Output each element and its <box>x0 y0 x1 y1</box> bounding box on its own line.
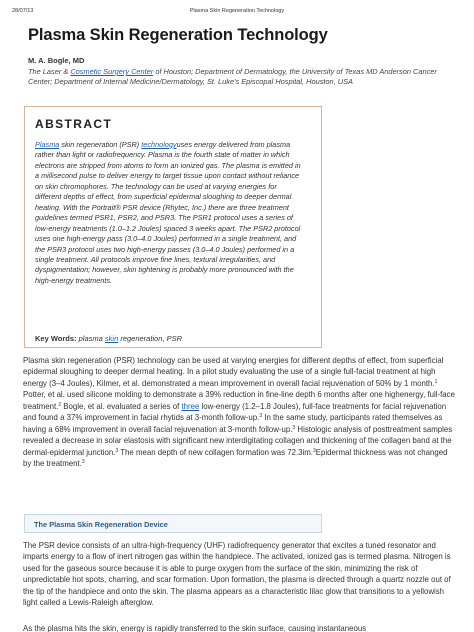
three-link[interactable]: three <box>181 401 200 411</box>
paragraph-text: The mean depth of new collagen formation was 72.3im. <box>118 447 313 457</box>
technology-link[interactable]: technology <box>141 140 177 149</box>
device-paragraph: The PSR device consists of an ultra-high-frequency (UHF) radiofrequency generator that excites a tuned resonator and imparts energy to a flow of inert nitrogen gas within the handpiece. The activated, ionized gas is termed plasma. Nitrogen is used for the gaseous source because it is able to purge oxygen from the surface of the skin, minimizing the risk of unpredictable hot spots, charring, and scar formation. Upon formation, the plasma is directed through a quartz nozzle out of the tip of the handpiece and onto the skin. The plasma appears as a characteristic lilac glow that transitions to a yellowish light called a Lewis-Raleigh afterglow. <box>23 541 451 608</box>
paragraph-text: Epidermal thickness was not changed by the treatment. <box>23 447 448 469</box>
paragraph-text: Bogle, et al. evaluated a series of <box>61 401 182 411</box>
print-date: 28/07/13 <box>12 8 34 14</box>
citation-superscript: 3 <box>312 447 316 454</box>
paragraph-text: Potter, et al. used silicone molding to demonstrate a 39% reduction in fine-line depth 6 months after one highenergy, full-face treatment. <box>23 390 455 411</box>
citation-superscript: 1 <box>434 378 438 385</box>
affiliation-text-start: The Laser & <box>28 67 71 76</box>
author-name: M. A. Bogle, MD <box>28 56 85 65</box>
citation-superscript: 3 <box>115 447 119 454</box>
paragraph-text: Plasma skin regeneration (PSR) technology can be used at varying energies for different depths of effect, from superficial epidermal sloughing to deeper dermal heating. In a pilot study evaluating the use of a single full-facial treatment at high energy (3–4 Joules), Kilmer, et al. demonstrated a mean improvement in overall facial rejuvenation of 50% by 1 month. <box>23 356 444 388</box>
citation-superscript: 2 <box>58 401 62 408</box>
abstract-text-2: uses energy delivered from plasma rather than light or radiofrequency. Plasma is the fourth state of matter in which electrons are stripped from atoms to form an ionized gas. The plasma is emitted in a millisecond pulse to deliver energy to target tissue upon contact without reliance on skin chromophores. The technology can be used at varying energies for different depths of effect, from superficial epidermal sloughing to deeper dermal heating. With the Portrait® PSR device (Rhytec, Inc.) there are three treatment guidelines termed PSR1, PSR2, and PSR3. The PSR1 protocol uses a series of low-energy treatments (1.0–1.2 Joules) spaced 3 weeks apart. The PSR2 protocol uses one high-energy pass (3.0–4.0 Joules) performed in a single treatment, and the PSR3 protocol uses two high-energy passes (3.0–4.0 Joules) performed in a single treatment. All protocols improve fine lines, textural irregularities, and dyspigmentation; however, skin tightening is probably more pronounced with the high-energy treatments. <box>35 140 301 285</box>
citation-superscript: 3 <box>259 413 263 420</box>
affiliation-text-end: of Houston; Department of Dermatology, the University of Texas MD Anderson Cancer Center; Department of Internal Medicine/Dermatology, St. Luke's Episcopal Hospital, Houston, USA <box>28 67 437 87</box>
keywords-text-start: plasma <box>76 334 105 343</box>
page-title: Plasma Skin Regeneration Technology <box>28 26 328 44</box>
paragraph-text: low-energy (1.2–1.8 Joules), full-face treatments for facial rejuvenation and found a 37% improvement in facial rhytids at 3-month follow-up. <box>23 401 447 423</box>
cosmetic-surgery-center-link[interactable]: Cosmetic Surgery Center <box>70 67 154 76</box>
section-heading-box <box>24 514 322 533</box>
skin-keyword-link[interactable]: skin <box>104 334 119 343</box>
paragraph-text: In the same study, participants rated themselves as having a 68% improvement in overall facial rejuvenation at 3-month follow-up. <box>23 413 443 434</box>
print-title: Plasma Skin Regeneration Technology <box>189 8 285 14</box>
abstract-text-1: skin regeneration (PSR) <box>59 140 142 149</box>
citation-superscript: 3 <box>292 424 296 431</box>
keywords-text-end: regeneration, PSR <box>118 334 183 343</box>
section-title: The Plasma Skin Regeneration Device <box>34 520 168 529</box>
abstract-body <box>35 140 305 286</box>
abstract-box <box>24 106 322 348</box>
paragraph-text: Histologic analysis of posttreatment samples revealed a decrease in solar elastosis with significant new interdigitating collagen and thickening of the collagen band at the dermal-epidermal junction. <box>23 424 453 457</box>
keywords-label: Key Words: <box>35 334 77 343</box>
author-affiliation <box>28 67 448 88</box>
print-header <box>12 8 462 18</box>
cutoff-paragraph: As the plasma hits the skin, energy is rapidly transferred to the skin surface, causing instantaneous <box>23 624 367 632</box>
citation-superscript: 3 <box>81 459 85 466</box>
intro-paragraph <box>23 355 455 470</box>
abstract-heading: ABSTRACT <box>35 117 113 131</box>
plasma-link[interactable]: Plasma <box>35 140 60 149</box>
keywords-line <box>35 334 182 343</box>
